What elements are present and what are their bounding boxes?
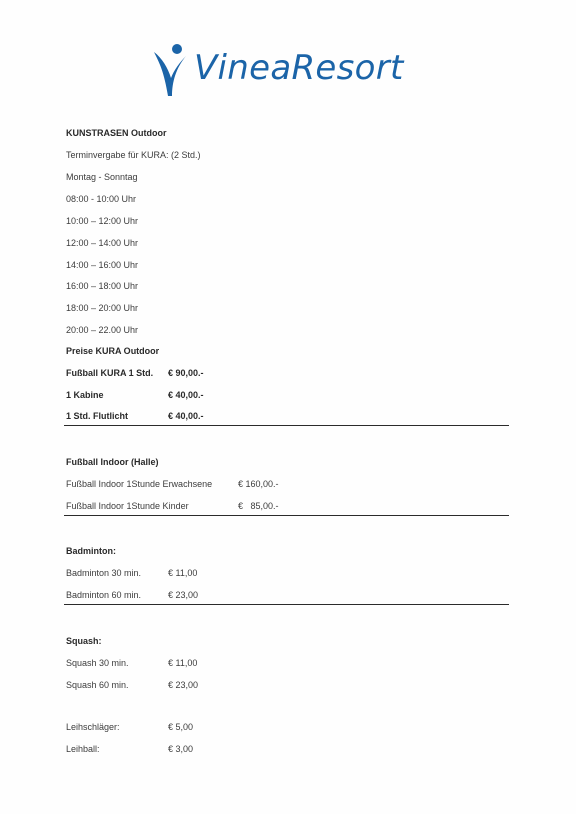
- price-value: € 3,00: [168, 744, 194, 754]
- price-row: [66, 501, 279, 512]
- price-label: Badminton 30 min.: [66, 568, 142, 578]
- price-label: Squash 60 min.: [66, 680, 129, 690]
- price-label: Fußball KURA 1 Std.: [66, 368, 154, 378]
- price-row: [66, 722, 194, 733]
- section-divider: [64, 604, 509, 605]
- price-label: Fußball Indoor 1Stunde Erwachsene: [66, 479, 213, 489]
- price-value: € 11,00: [168, 568, 198, 578]
- price-value: € 40,00.-: [168, 390, 204, 400]
- section-divider: [64, 425, 509, 426]
- kunstrasen-heading: KUNSTRASEN Outdoor: [66, 128, 167, 138]
- price-label: 1 Kabine: [66, 390, 104, 400]
- price-label: 1 Std. Flutlicht: [66, 411, 128, 421]
- price-label: Leihschläger:: [66, 722, 120, 732]
- price-row: [66, 368, 204, 379]
- price-value: € 23,00: [168, 680, 199, 690]
- price-row: [66, 568, 198, 579]
- price-row: [66, 411, 204, 422]
- price-label: Fußball Indoor 1Stunde Kinder: [66, 501, 189, 511]
- price-value: € 160,00.-: [238, 479, 279, 489]
- price-label: Squash 30 min.: [66, 658, 129, 668]
- indoor-heading: Fußball Indoor (Halle): [66, 457, 159, 467]
- price-row: [66, 744, 194, 755]
- section-divider: [64, 515, 509, 516]
- kura-prices-heading: Preise KURA Outdoor: [66, 346, 160, 356]
- time-slot: 08:00 - 10:00 Uhr: [66, 194, 137, 204]
- price-row: [66, 479, 279, 490]
- kunstrasen-subtitle: Terminvergabe für KURA: (2 Std.): [66, 150, 201, 160]
- price-label: Badminton 60 min.: [66, 590, 142, 600]
- price-value: € 11,00: [168, 658, 198, 668]
- price-row: [66, 390, 204, 401]
- price-value: € 23,00: [168, 590, 199, 600]
- badminton-heading: Badminton:: [66, 546, 116, 556]
- time-slot: 10:00 – 12:00 Uhr: [66, 216, 139, 226]
- kunstrasen-days: Montag - Sonntag: [66, 172, 138, 182]
- price-value: € 5,00: [168, 722, 194, 732]
- vinea-resort-logo: [150, 40, 420, 102]
- price-value: € 40,00.-: [168, 411, 204, 421]
- time-slot: 20:00 – 22.00 Uhr: [66, 325, 139, 335]
- price-value: € 90,00.-: [168, 368, 204, 378]
- time-slot: 16:00 – 18:00 Uhr: [66, 281, 139, 291]
- figure-icon: [150, 42, 190, 100]
- time-slot: 14:00 – 16:00 Uhr: [66, 260, 139, 270]
- price-value: € 85,00.-: [238, 501, 279, 511]
- price-label: Leihball:: [66, 744, 100, 754]
- price-row: [66, 590, 199, 601]
- squash-heading: Squash:: [66, 636, 102, 646]
- time-slot: 12:00 – 14:00 Uhr: [66, 238, 139, 248]
- price-row: [66, 658, 198, 669]
- logo-text: VineaResort: [194, 48, 404, 88]
- time-slot: 18:00 – 20:00 Uhr: [66, 303, 139, 313]
- price-row: [66, 680, 199, 691]
